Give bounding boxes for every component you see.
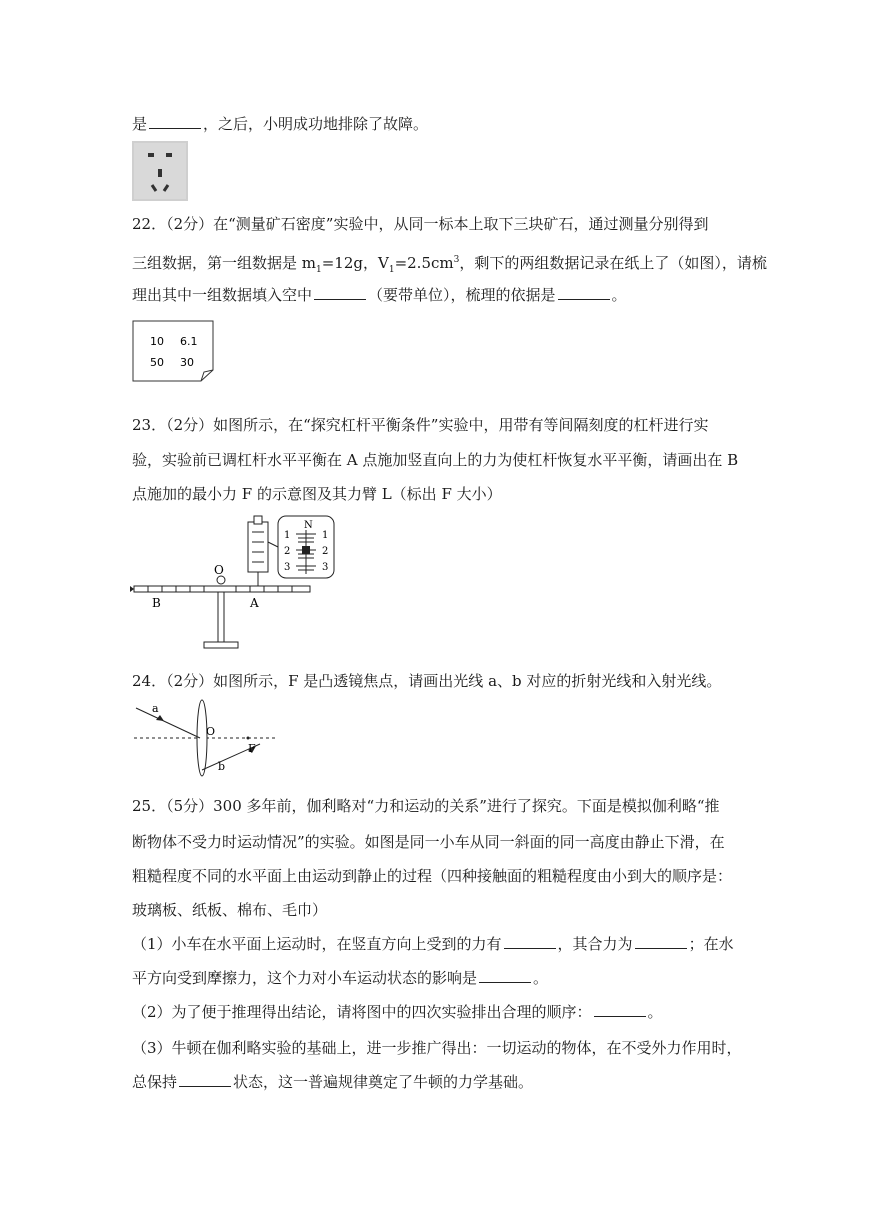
answer-blank[interactable] xyxy=(149,114,201,129)
pivot-label: O xyxy=(214,563,224,577)
q25-sub-3: （3）牛顿在伽利略实验的基础上，进一步推广得出：一切运动的物体，在不受外力作用时， xyxy=(132,1039,742,1057)
q25-sub-3-cont: 总保持 状态，这一普遍规律奠定了牛顿的力学基础。 xyxy=(132,1073,534,1091)
answer-blank[interactable] xyxy=(594,1002,646,1017)
lever-figure xyxy=(128,512,348,652)
q23-line-1: 23．（2分）如图所示，在“探究杠杆平衡条件”实验中，用带有等间隔刻度的杠杆进行实 xyxy=(132,416,709,434)
q23-line-2: 验，实验前已调杠杆水平平衡在 A 点施加竖直向上的力为使杠杆恢复水平平衡，请画出在 B xyxy=(132,451,739,469)
point-a-label: A xyxy=(250,596,259,610)
answer-blank[interactable] xyxy=(314,285,366,300)
answer-blank[interactable] xyxy=(504,934,556,949)
q25-sub-1-cont: 平方向受到摩擦力，这个力对小车运动状态的影响是 。 xyxy=(132,969,549,987)
svg-text:2: 2 xyxy=(322,546,329,557)
svg-text:1: 1 xyxy=(284,530,291,541)
point-b-label: B xyxy=(152,596,161,610)
note-value: 50 xyxy=(150,356,164,369)
svg-text:3: 3 xyxy=(322,562,329,573)
note-value: 6.1 xyxy=(180,335,198,348)
q25-sub-2: （2）为了便于推理得出结论，请将图中的四次实验排出合理的顺序： 。 xyxy=(132,1003,663,1021)
socket-image xyxy=(132,141,188,201)
q22-line-2: 三组数据，第一组数据是 $m_1=12g$，$V_1=2.5cm^3$，剩下的两组数据记录在纸上了（如图），请梳 xyxy=(132,254,767,275)
note-value: 10 xyxy=(150,335,164,348)
q25-line-4: 玻璃板、纸板、棉布、毛巾） xyxy=(132,901,328,919)
answer-blank[interactable] xyxy=(179,1072,231,1087)
answer-blank[interactable] xyxy=(558,285,610,300)
ray-a-label: a xyxy=(152,702,159,715)
q25-line-1: 25．（5分）300 多年前，伽利略对“力和运动的关系”进行了探究。下面是模拟伽利略“推 xyxy=(132,797,720,815)
text-line: 是 ，之后，小明成功地排除了故障。 xyxy=(132,115,429,133)
note-value: 30 xyxy=(180,356,194,369)
q25-sub-1: （1）小车在水平面上运动时，在竖直方向上受到的力有 ，其合力为 ；在水 xyxy=(132,935,734,953)
q25-line-3: 粗糙程度不同的水平面上由运动到静止的过程（四种接触面的粗糙程度由小到大的顺序是： xyxy=(132,867,733,885)
q25-line-2: 断物体不受力时运动情况”的实验。如图是同一小车从同一斜面的同一高度由静止下滑，在 xyxy=(132,833,725,851)
focus-label: F xyxy=(248,742,256,755)
q22-line-1: 22．（2分）在“测量矿石密度”实验中，从同一标本上取下三块矿石，通过测量分别得到 xyxy=(132,215,709,233)
svg-text:1: 1 xyxy=(322,530,329,541)
lens-figure xyxy=(130,698,280,782)
data-note-image xyxy=(132,320,214,382)
q23-line-3: 点施加的最小力 F 的示意图及其力臂 L（标出 F 大小） xyxy=(132,485,502,503)
svg-text:3: 3 xyxy=(284,562,291,573)
ray-b-label: b xyxy=(218,760,226,773)
answer-blank[interactable] xyxy=(635,934,687,949)
q24-line-1: 24．（2分）如图所示，F 是凸透镜焦点，请画出光线 a、b 对应的折射光线和入射光线。 xyxy=(132,672,722,690)
q22-line-3: 理出其中一组数据填入空中 （要带单位），梳理的依据是 。 xyxy=(132,286,627,304)
answer-blank[interactable] xyxy=(479,968,531,983)
scale-unit: N xyxy=(304,520,313,531)
optical-center-label: O xyxy=(206,725,216,738)
svg-text:2: 2 xyxy=(284,546,291,557)
